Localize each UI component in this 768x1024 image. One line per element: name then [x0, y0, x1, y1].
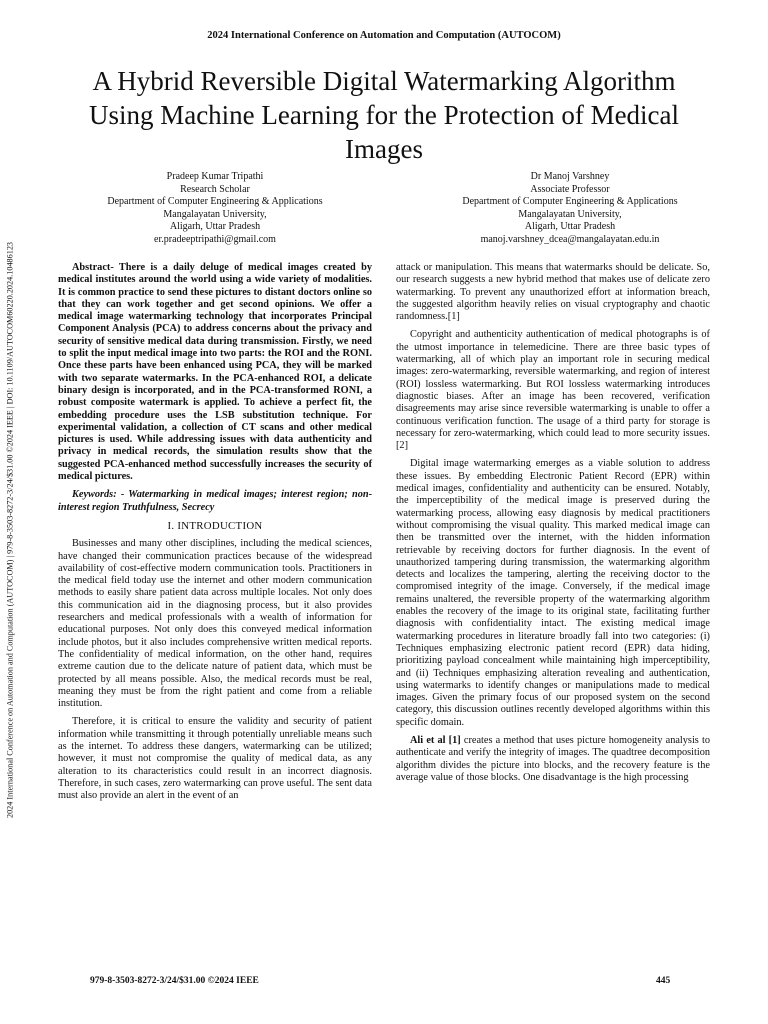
left-column — [58, 262, 372, 808]
body-paragraph: Therefore, it is critical to ensure the validity and security of patient information while transmitting it through potentially unreliable means such as the internet. To address these dangers, watermarking can be utilized; however, it must not compromise the quality of medical data, as any alteration to its characteristics could result in an incorrect diagnosis. Therefore, in such cases, zero watermarking can prove useful. The sent data must also provide an alert in the event of an — [58, 716, 372, 802]
body-paragraph: Businesses and many other disciplines, including the medical sciences, have changed their communication practices because of the widespread availability of cost-effective modern communication tools. Practitioners in the medical field today use the internet and other modern communication methods to easily share patient data across multiple locales. Not only does this communication aid in the diagnosing process, but it also provides researchers and medical professionals with a wealth of information for educational purposes. Not only does this conveyed medical information include photos, but it also includes comprehensive written medical reports. The confidentiality of medical information, on the other hand, requires extreme caution due to the delicate nature of patient data, which must be protected by all means possible. Also, the medical records must be real, meaning they must be from the right patient and come from a reliable institution. — [58, 538, 372, 710]
author-email: manoj.varshney_dcea@mangalayatan.edu.in — [480, 233, 660, 245]
author-dept: Department of Computer Engineering & Applications — [462, 196, 678, 208]
side-doi-text: 2024 International Conference on Automation and Computation (AUTOCOM) | 979-8-3503-8272-3/24/$31.00 ©2024 IEEE | DOI: 10.1109/AUTOCOM60220.2024.10486123 — [5, 241, 15, 819]
author-role: Research Scholar — [180, 183, 250, 195]
author-city: Aligarh, Uttar Pradesh — [524, 221, 616, 233]
citation-lead: Ali et al [1] — [410, 734, 461, 746]
keywords: Keywords: - Watermarking in medical images; interest region; non-interest region Truthfulness, Secrecy — [58, 489, 372, 513]
paper-title: A Hybrid Reversible Digital Watermarking Algorithm Using Machine Learning for the Protection of Medical Images — [88, 66, 680, 164]
page-number: 445 — [656, 976, 671, 986]
body-paragraph: Digital image watermarking emerges as a viable solution to address these issues. By embedding Electronic Patient Record (EPR) within medical images, confidentiality and authenticity can be ensured. Notably, the imperceptibility of the medical image is preserved during the watermarking process, allowing easy diagnosis by medical practitioners without compromising the visual quality. This marked medical image can then be transmitted over the internet, with the hidden information retrievable by receiving doctors for further diagnosis. In the event of unauthorized tampering during transmission, the watermarking algorithm detects and localizes the tampering, alerting the receiving doctor to the compromised integrity of the image. Conversely, if the medical image remains unaltered, the reversible property of the watermarking algorithm enables the recovery of the image to its original state, facilitating further diagnosis with confidentiality intact. The existing medical image watermarking procedures in literature broadly fall into two categories: (i) Techniques emphasizing electronic patient record (EPR) data hiding, prioritizing payload concealment while maintaining high imperceptibility, and (ii) Techniques emphasizing alteration revealing and authentication, using watermarks to identify changes or manipulations made to medical images. Given the primary focus of our proposed system on the second category, this discussion outlines recently developed algorithms within this specific domain. — [396, 458, 710, 728]
side-doi-strip — [2, 170, 18, 890]
author-block — [70, 171, 720, 247]
right-column — [396, 262, 710, 790]
abstract: Abstract- There is a daily deluge of medical images created by medical institutes around the world using a wide variety of modalities. It is common practice to send these pictures to distant doctors online so that they can work together and get second opinions. We offer a medical image watermarking technology that incorporates Principal Component Analysis (PCA) to address concerns about the privacy and security of sensitive medical data during transmission. Firstly, we need to split the input medical image into two parts: the ROI and the RONI. Once these parts have been enhanced using PCA, they will be marked with two separate watermarks. In the PCA-enhanced ROI, a delicate binary design is incorporated, and in the PCA-transformed RONI, a robust composite watermark is applied. To achieve a perfect fit, the embedding procedure uses the LSB substitution technique. For experimental validation, a collection of CT scans and other medical pictures is used. While addressing issues with data authenticity and privacy in medical records, the simulation results show that the suggested PCA-enhanced method successfully increases the security of medical pictures. — [58, 262, 372, 483]
paragraph-text: creates a method that uses picture homogeneity analysis to authenticate and verify the integrity of images. The quadtree decomposition algorithm divides the picture into blocks, and the recovery feature is the average value of those blocks. One disadvantage is the high processing — [396, 734, 710, 783]
conference-header: 2024 International Conference on Automation and Computation (AUTOCOM) — [207, 30, 561, 41]
body-paragraph: Copyright and authenticity authentication of medical photographs is of the utmost importance in telemedicine. There are three basic types of watermarking, all of which play an important role in securing medical images: zero-watermarking, reversible watermarking, and region of interest (ROI) lossless watermarking. But ROI lossless watermarking introduces diagnostic biases. After an image has been recovered, verification disagreements may arise since reversible watermarking is unable to offer a continuous verification function. The usage of a third party for storage is necessary for zero-watermarking, which could lead to more security issues.[2] — [396, 329, 710, 452]
author-name: Dr Manoj Varshney — [530, 171, 610, 182]
footer-isbn: 979-8-3503-8272-3/24/$31.00 ©2024 IEEE — [90, 976, 259, 986]
author-role: Associate Professor — [530, 183, 610, 195]
author-city: Aligarh, Uttar Pradesh — [169, 221, 261, 233]
body-paragraph: attack or manipulation. This means that watermarks should be delicate. So, our research suggests a new hybrid method that makes use of delicate zero watermarking. To prevent any unauthorized effort at information breach, the suggested algorithm heavily relies on visual cryptography and chaotic randomness.[1] — [396, 262, 710, 323]
author-email: er.pradeeptripathi@gmail.com — [154, 233, 276, 245]
body-paragraph — [396, 735, 710, 784]
author-dept: Department of Computer Engineering & Applications — [107, 196, 323, 208]
author-1 — [70, 171, 360, 247]
author-univ: Mangalayatan University, — [163, 208, 267, 220]
author-2 — [420, 171, 720, 247]
author-name: Pradeep Kumar Tripathi — [166, 171, 264, 182]
author-univ: Mangalayatan University, — [518, 208, 622, 220]
section-heading: I. INTRODUCTION — [167, 519, 263, 532]
